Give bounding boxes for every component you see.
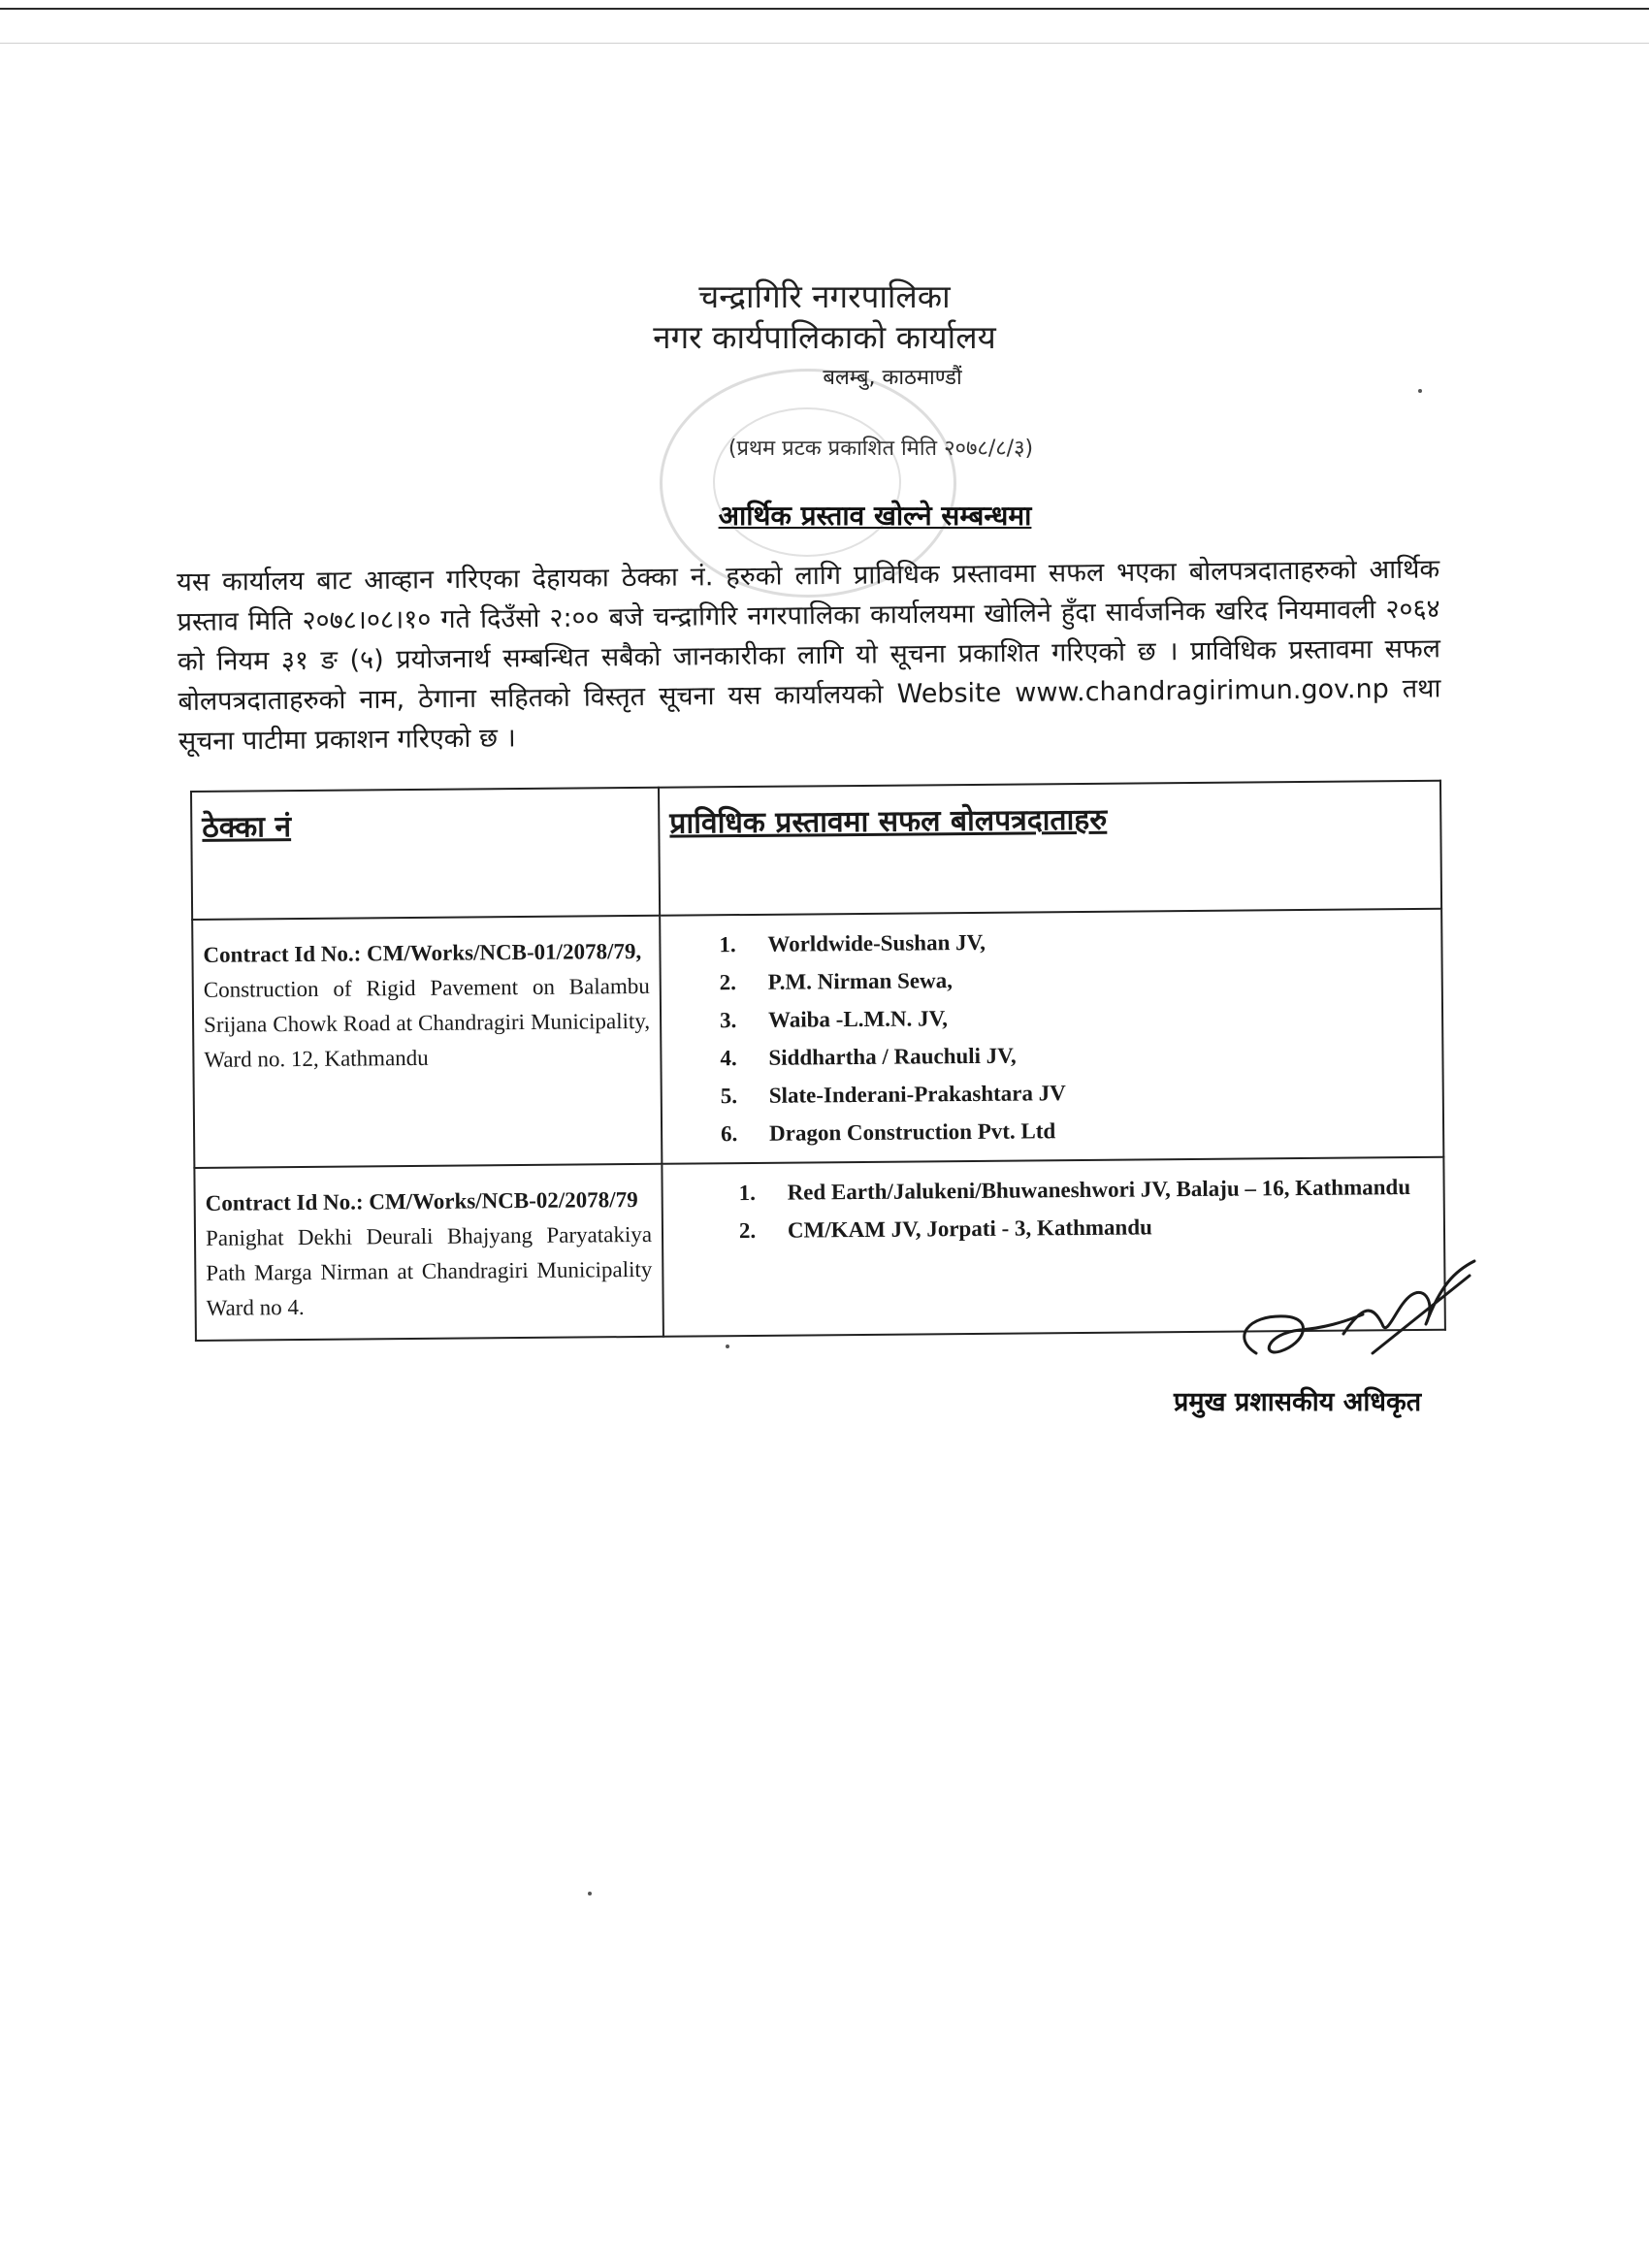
- list-item: 1. Worldwide-Sushan JV,: [719, 929, 986, 957]
- list-item: 1. Red Earth/Jalukeni/Bhuwaneshwori JV, Balaju – 16, Kathmandu: [738, 1175, 1411, 1206]
- list-item: 2. CM/KAM JV, Jorpati - 3, Kathmandu: [738, 1215, 1152, 1244]
- contract-id: Contract Id No.: CM/Works/NCB-02/2078/79: [205, 1186, 638, 1215]
- notice-paragraph: यस कार्यालय बाट आव्हान गरिएका देहायका ठेक्का नं. हरुको लागि प्राविधिक प्रस्तावमा सफल भएका बोलपत्रदाताहरुको आर्थिक प्रस्ताव मिति २०७८।०८।१० गते दिउँसो २:०० बजे चन्द्रागिरि नगरपालिका कार्यालयमा खोलिने हुँदा सार्वजनिक खरिद नियमावली २०६४ को नियम ३१ ङ (५) प्रयोजनार्थ सम्बन्धित सबैको जानकारीका लागि यो सूचना प्रकाशित गरिएको छ । प्राविधिक प्रस्तावमा सफल बोलपत्रदाताहरुको नाम, ठेगाना सहितको विस्तृत सूचना यस कार्यालयको Website www.chandragirimun.gov.np तथा सूचना पाटीमा प्रकाशन गरिएको छ ।: [177, 554, 1441, 757]
- scan-speck: [726, 1345, 729, 1348]
- office-seal-stamp-inner: [713, 407, 901, 557]
- office-name: नगर कार्यपालिकाको कार्यालय: [653, 318, 996, 356]
- header-contract-no: ठेक्का नं: [191, 788, 660, 920]
- header-successful-bidders: प्राविधिक प्रस्तावमा सफल बोलपत्रदाताहरु: [659, 781, 1441, 916]
- list-item: 4. Siddhartha / Rauchuli JV,: [720, 1043, 1017, 1071]
- table-header-row: [191, 781, 1441, 920]
- list-item: 2. P.M. Nirman Sewa,: [719, 968, 954, 995]
- municipality-name: चन्द्रागिरि नगरपालिका: [698, 277, 951, 315]
- contract-id: Contract Id No.: CM/Works/NCB-01/2078/79,: [203, 938, 642, 967]
- first-publication-date: (प्रथम प्रटक प्रकाशित मिति २०७८/८/३): [728, 437, 1034, 461]
- bidder-list: [738, 1168, 1434, 1249]
- list-item: 3. Waiba -L.M.N. JV,: [719, 1006, 949, 1033]
- table-row: [192, 909, 1443, 1168]
- signature-mark: [1227, 1247, 1479, 1392]
- notice-subject: आर्थिक प्रस्ताव खोल्ने सम्बन्धमा: [718, 500, 1032, 532]
- contract-cell: [192, 916, 662, 1168]
- contract-cell: [194, 1164, 663, 1341]
- contract-description: Construction of Rigid Pavement on Balambu Srijana Chowk Road at Chandragiri Municipality, Ward no. 12, Kathmandu: [203, 973, 651, 1072]
- scan-speck: [588, 1892, 592, 1895]
- contract-description: Panighat Dekhi Deurali Bhajyang Paryatakiya Path Marga Nirman at Chandragiri Municipality Ward no 4.: [205, 1221, 653, 1320]
- signatory-title: प्रमुख प्रशासकीय अधिकृत: [1174, 1387, 1422, 1417]
- office-address: बलम्बु, काठमाण्डौं: [823, 366, 962, 390]
- list-item: 5. Slate-Inderani-Prakashtara JV: [720, 1081, 1066, 1109]
- list-item: 6. Dragon Construction Pvt. Ltd: [720, 1118, 1056, 1147]
- scan-speck: [1418, 389, 1422, 393]
- scan-top-edge: [0, 8, 1649, 10]
- scan-edge-line: [0, 43, 1649, 44]
- bidders-cell: [660, 909, 1443, 1164]
- bidder-list: [719, 920, 1433, 1152]
